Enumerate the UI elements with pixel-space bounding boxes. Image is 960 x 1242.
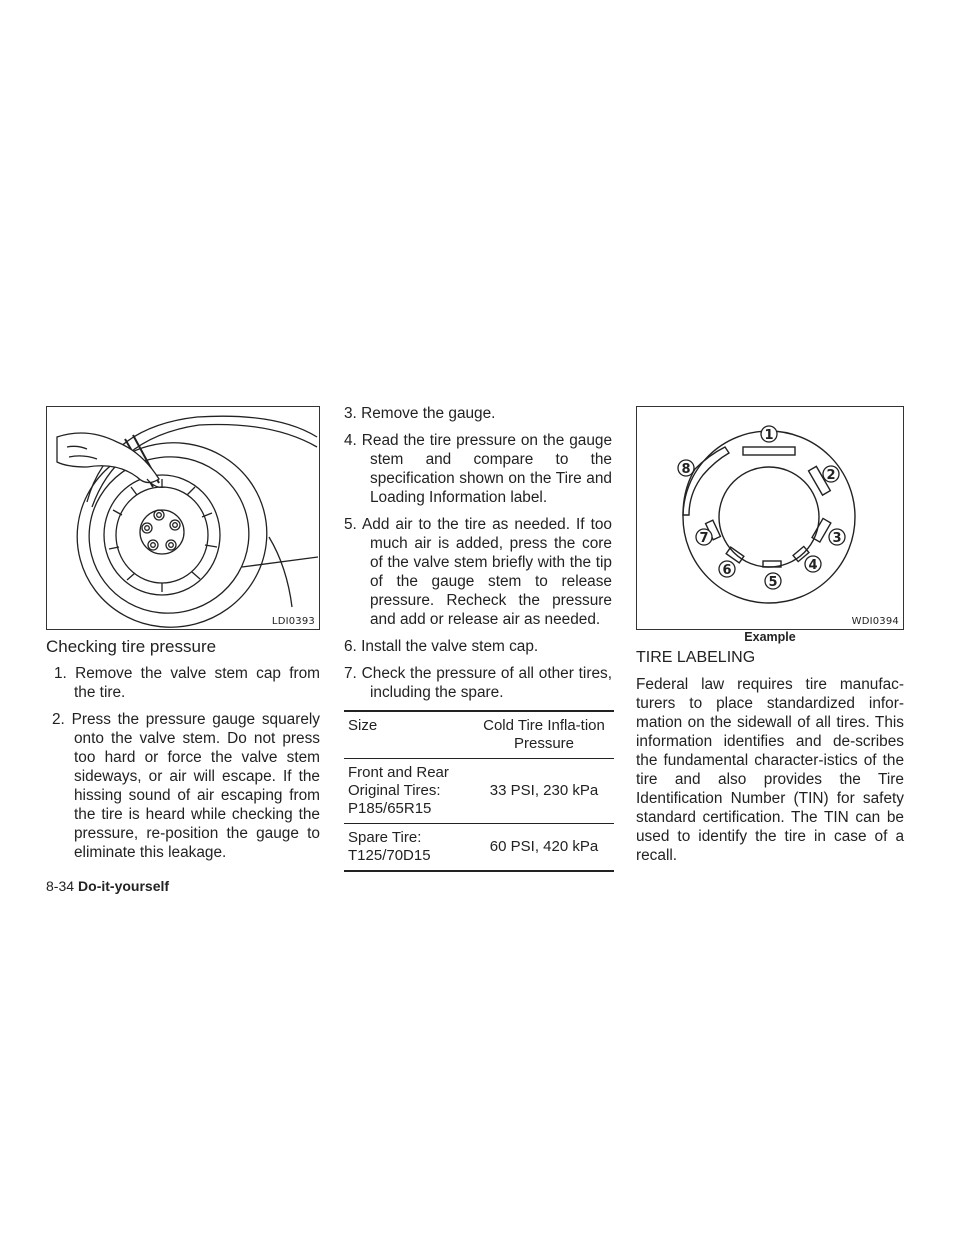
column-left xyxy=(46,636,320,870)
table-row xyxy=(344,824,614,872)
page-footer xyxy=(46,878,169,894)
marker-2: 2 xyxy=(826,468,836,483)
table-cell-pressure: 33 PSI, 230 kPa xyxy=(474,759,614,824)
step-number: 4. xyxy=(344,432,357,449)
step-4 xyxy=(344,431,612,507)
table-cell-size: Front and Rear Original Tires: P185/65R15 xyxy=(344,759,474,824)
step-number: 5. xyxy=(344,516,357,533)
section-name: Do-it-yourself xyxy=(78,878,170,894)
table-header-pressure: Cold Tire Infla-tion Pressure xyxy=(483,717,605,752)
labeling-title: TIRE LABELING xyxy=(636,649,756,666)
pressure-table xyxy=(344,710,614,872)
step-text: Remove the gauge. xyxy=(361,405,496,422)
step-number: 6. xyxy=(344,638,357,655)
step-7 xyxy=(344,664,612,702)
marker-5: 5 xyxy=(768,575,778,590)
marker-8: 8 xyxy=(681,462,691,477)
column-middle xyxy=(344,404,612,872)
marker-4: 4 xyxy=(808,558,818,573)
page-number: 8-34 xyxy=(46,878,75,894)
step-number: 2. xyxy=(52,711,65,728)
table-cell-size: Spare Tire: T125/70D15 xyxy=(344,824,474,872)
step-number: 7. xyxy=(344,665,357,682)
step-1 xyxy=(46,664,320,702)
checking-title: Checking tire pressure xyxy=(46,637,217,656)
marker-6: 6 xyxy=(722,563,732,578)
table-header-size: Size xyxy=(348,717,378,734)
step-text: Read the tire pressure on the gauge stem and compare to the specification shown on the Tire and Loading Information label. xyxy=(361,432,612,506)
marker-1: 1 xyxy=(764,428,774,443)
figure-code: LDI0393 xyxy=(271,616,315,627)
step-number: 3. xyxy=(344,405,357,422)
step-text: Install the valve stem cap. xyxy=(361,638,539,655)
table-row xyxy=(344,759,614,824)
step-text: Press the pressure gauge squarely onto the valve stem. Do not press too hard or force the valve stem sideways, or air will escape. If the hissing sound of air escaping from the tire is heard while checking the pressure, re-position the gauge to eliminate this leakage. xyxy=(71,711,320,861)
step-text: Remove the valve stem cap from the tire. xyxy=(74,665,320,701)
marker-3: 3 xyxy=(832,531,842,546)
tire-gauge-illustration xyxy=(47,407,318,628)
labeling-text: Federal law requires tire manufac-turers to place standardized infor-mation on the sidewall of all tires. This information identifies and de-scribes the fundamental character-istics of the tire and also provides the Tire Identification Number (TIN) for safety standard certification. The TIN can be used to identify the tire in case of a recall. xyxy=(636,676,904,864)
figure-tire-sidewall xyxy=(636,406,904,630)
step-6 xyxy=(344,637,612,656)
step-3 xyxy=(344,404,612,423)
figure-code: WDI0394 xyxy=(851,616,899,627)
figure-caption: Example xyxy=(744,630,796,644)
sidewall-diagram xyxy=(637,407,902,628)
table-cell-pressure: 60 PSI, 420 kPa xyxy=(474,824,614,872)
step-2 xyxy=(46,710,320,862)
column-right xyxy=(636,647,904,865)
step-text: Check the pressure of all other tires, including the spare. xyxy=(361,665,612,701)
step-5 xyxy=(344,515,612,629)
step-number: 1. xyxy=(54,665,67,682)
figure-tire-gauge xyxy=(46,406,320,630)
marker-7: 7 xyxy=(699,531,709,546)
step-text: Add air to the tire as needed. If too much air is added, press the core of the valve stem briefly with the tip of the gauge stem to release pressure. Recheck the pressure and add or release air as needed. xyxy=(362,516,612,628)
table-header-row xyxy=(344,711,614,759)
